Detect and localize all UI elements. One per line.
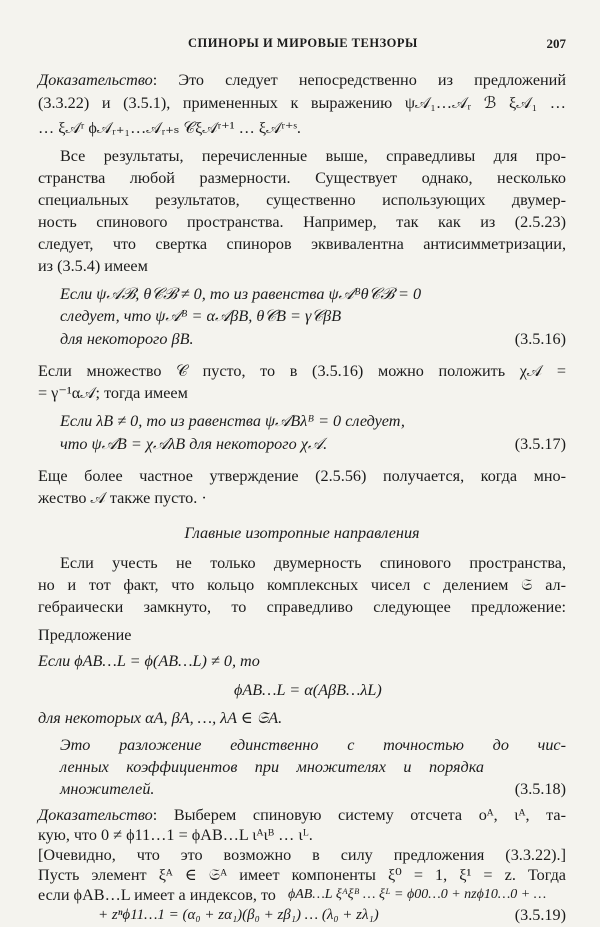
proof2-line2: кую, что 0 ≠ ϕ11…1 = ϕAB…L ιᴬιᴮ … ιᴸ. (38, 826, 313, 844)
running-header (38, 36, 566, 56)
para3-line1: Еще более частное утверждение (2.5.56) получается, когда мно- (38, 467, 566, 485)
proof1-line1 (38, 70, 566, 90)
proof2-label: Доказательство (38, 806, 153, 824)
para1-line1: Все результаты, перечисленные выше, справедливы для про- (60, 147, 566, 165)
para1-line3: специальных результатов, существенно использующих двумер- (38, 191, 566, 209)
para1-line6: из (3.5.4) имеем (38, 257, 148, 275)
para4-line1: Если учесть не только двумерность спинового пространства, (60, 554, 566, 572)
proof2-line3: [Очевидно, что это возможно в силу предложения (3.3.22).] (38, 846, 566, 864)
proof2-text: : Выберем спиновую систему отсчета oᴬ, ιᴬ, та- (152, 806, 566, 824)
para4-line3: гебраически замкнуто, то справедливо следующее предложение: (38, 598, 566, 616)
stmt1-line3: для некоторого βB. (60, 330, 194, 348)
prop-line2: ϕAB…L = α(AβB…λL) (234, 681, 382, 699)
para3-line2: жество 𝒜 также пусто. · (38, 489, 207, 507)
para2-line2: = γ⁻¹α𝒜; тогда имеем (38, 384, 188, 402)
stmt1-line2: следует, что ψ𝒜ᴮ = α𝒜βB, θ𝒞B = γ𝒞βB (60, 307, 342, 325)
proof2-eq2: + zⁿϕ11…1 = (α₀ + zα₁)(β₀ + zβ₁) … (λ₀ + zλ₁) (98, 907, 379, 923)
prop-line6: множителей. (60, 780, 155, 798)
prop-line5: ленных коэффициентов при множителях и порядка (60, 758, 484, 776)
proof2-line4: Пусть элемент ξᴬ ∈ 𝔖ᴬ имеет компоненты ξ⁰ = 1, ξ¹ = z. Тогда (38, 866, 566, 884)
proof1-text: : Это следует непосредственно из предложений (152, 71, 566, 89)
proof1-line3: … ξ𝒜ʳ ϕ𝒜ᵣ₊₁…𝒜ᵣ₊ₛ 𝒞ξ𝒜ʳ⁺¹ … ξ𝒜ʳ⁺ˢ. (38, 119, 301, 137)
stmt1-line1: Если ψ𝒜ℬ, θ𝒞ℬ ≠ 0, то из равенства ψ𝒜ᴮθ𝒞ℬ = 0 (60, 285, 422, 303)
section-title: Главные изотропные направления (184, 524, 420, 542)
para4-line2: но и тот факт, что кольцо комплексных чисел с делением 𝔖 ал- (38, 576, 566, 594)
prop-line1: Если ϕAB…L = ϕ(AB…L) ≠ 0, то (38, 652, 260, 670)
equation-number-3-5-19: (3.5.19) (514, 906, 566, 924)
page-number: 207 (546, 36, 566, 51)
stmt2-line1: Если λB ≠ 0, то из равенства ψ𝒜Bλᴮ = 0 следует, (60, 412, 405, 430)
para2-line1: Если множество 𝒞 пусто, то в (3.5.16) можно положить χ𝒜 = (38, 362, 566, 380)
proof1-line2: (3.3.22) и (3.5.1), примененных к выражению ψ𝒜₁…𝒜ᵣ ℬ ξ𝒜₁ … (38, 94, 566, 112)
equation-number-3-5-16: (3.5.16) (514, 330, 566, 348)
running-title: СПИНОРЫ И МИРОВЫЕ ТЕНЗОРЫ (188, 36, 418, 50)
para1-line4: ность спинового пространства. Например, так как из (2.5.23) (38, 213, 566, 231)
proposition-label: Предложение (38, 626, 132, 644)
para1-line5: следует, что свертка спиноров эквивалентна антисимметризации, (38, 235, 566, 253)
proof-label: Доказательство (38, 71, 153, 89)
prop-line3: для некоторых αA, βA, …, λA ∈ 𝔖A. (38, 709, 283, 727)
equation-number-3-5-18: (3.5.18) (514, 780, 566, 798)
proof2-line5: если ϕAB…L имеет a индексов, то (38, 886, 276, 904)
proof2-line1 (38, 805, 566, 825)
para1-line2: странства любой размерности. Существует однако, несколько (38, 169, 566, 187)
book-page (38, 0, 566, 927)
stmt2-line2: что ψ𝒜B = χ𝒜λB для некоторого χ𝒜. (60, 435, 328, 453)
proof2-eq1-display: ϕAB…L ξᴬξᴮ … ξᴸ = ϕ00…0 + nzϕ10…0 + … (288, 887, 547, 902)
equation-number-3-5-17: (3.5.17) (514, 435, 566, 453)
prop-line4: Это разложение единственно с точностью до чис- (60, 736, 566, 754)
